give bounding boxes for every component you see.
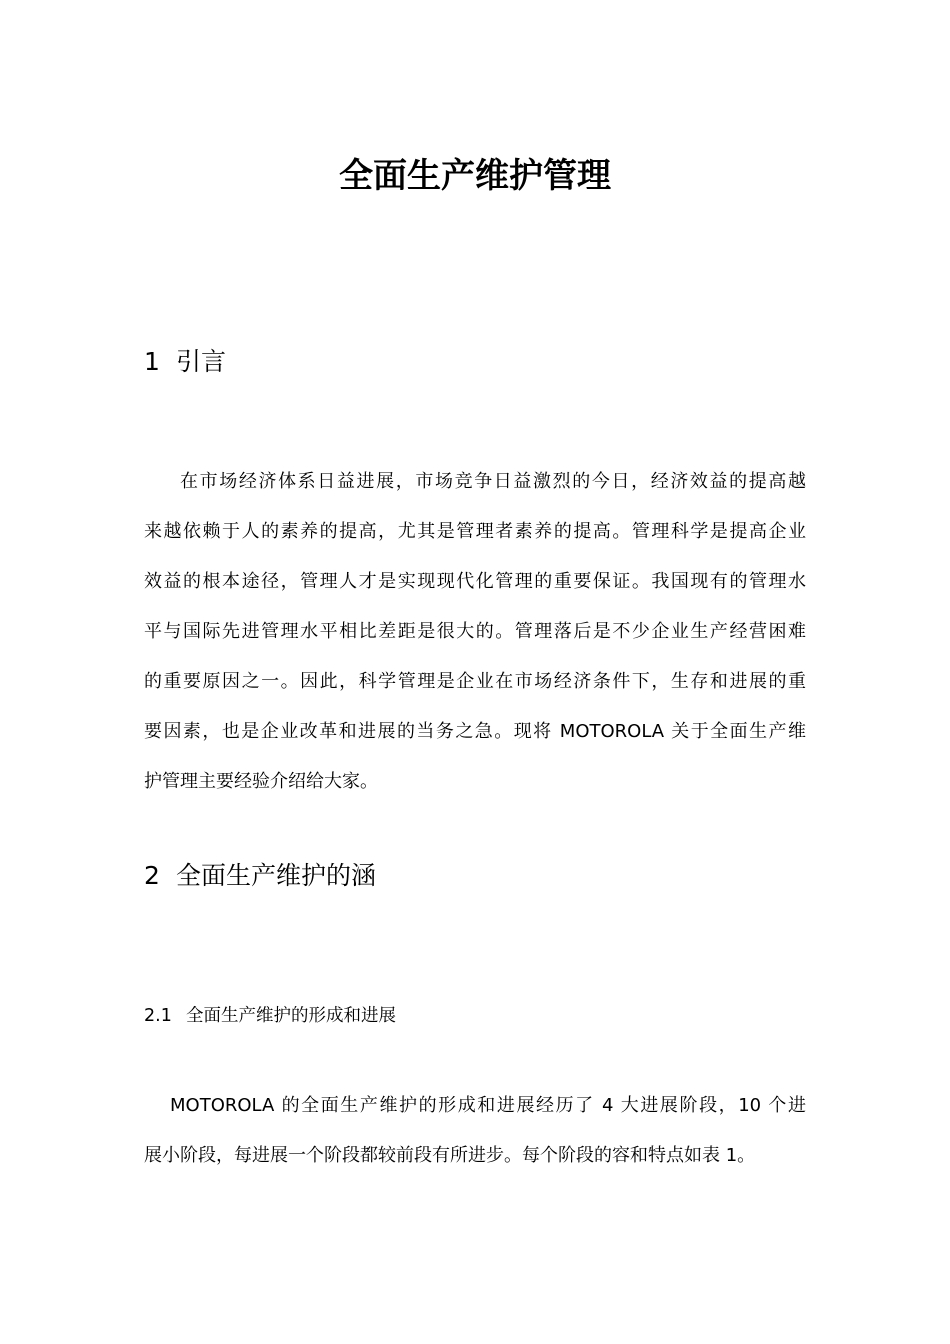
paragraph-line: 要因素，也是企业改革和进展的当务之急。现将 MOTOROLA 关于全面生产维 [144, 721, 806, 742]
section-title: 全面生产维护的涵 [176, 861, 377, 890]
section-number: 1 [144, 347, 160, 376]
subsection-heading-2-1 [144, 1003, 396, 1029]
paragraph-line: 来越依赖于人的素养的提高，尤其是管理者素养的提高。管理科学是提高企业 [144, 521, 806, 542]
paragraph-line: 平与国际先进管理水平相比差距是很大的。管理落后是不少企业生产经营困难 [144, 621, 806, 642]
paragraph-line: MOTOROLA 的全面生产维护的形成和进展经历了 4 大进展阶段，10 个进 [170, 1095, 806, 1116]
document-title: 全面生产维护管理 [339, 156, 611, 196]
section-heading-2 [144, 858, 376, 894]
paragraph-line: 的重要原因之一。因此，科学管理是企业在市场经济条件下，生存和进展的重 [144, 671, 806, 692]
subsection-number: 2.1 [144, 1006, 172, 1026]
paragraph-line: 效益的根本途径，管理人才是实现现代化管理的重要保证。我国现有的管理水 [144, 571, 806, 592]
paragraph-line: 护管理主要经验介绍给大家。 [144, 771, 378, 792]
subsection-title: 全面生产维护的形成和进展 [186, 1006, 396, 1026]
section-title: 引言 [176, 347, 227, 376]
paragraph-line: 展小阶段，每进展一个阶段都较前段有所进步。每个阶段的容和特点如表 1。 [144, 1145, 756, 1166]
subsection-2-1-paragraph [144, 1081, 806, 1181]
section-number: 2 [144, 861, 160, 890]
section-1-paragraph [144, 457, 806, 807]
section-heading-1 [144, 344, 226, 380]
paragraph-line: 在市场经济体系日益进展，市场竞争日益激烈的今日，经济效益的提高越 [180, 471, 806, 492]
